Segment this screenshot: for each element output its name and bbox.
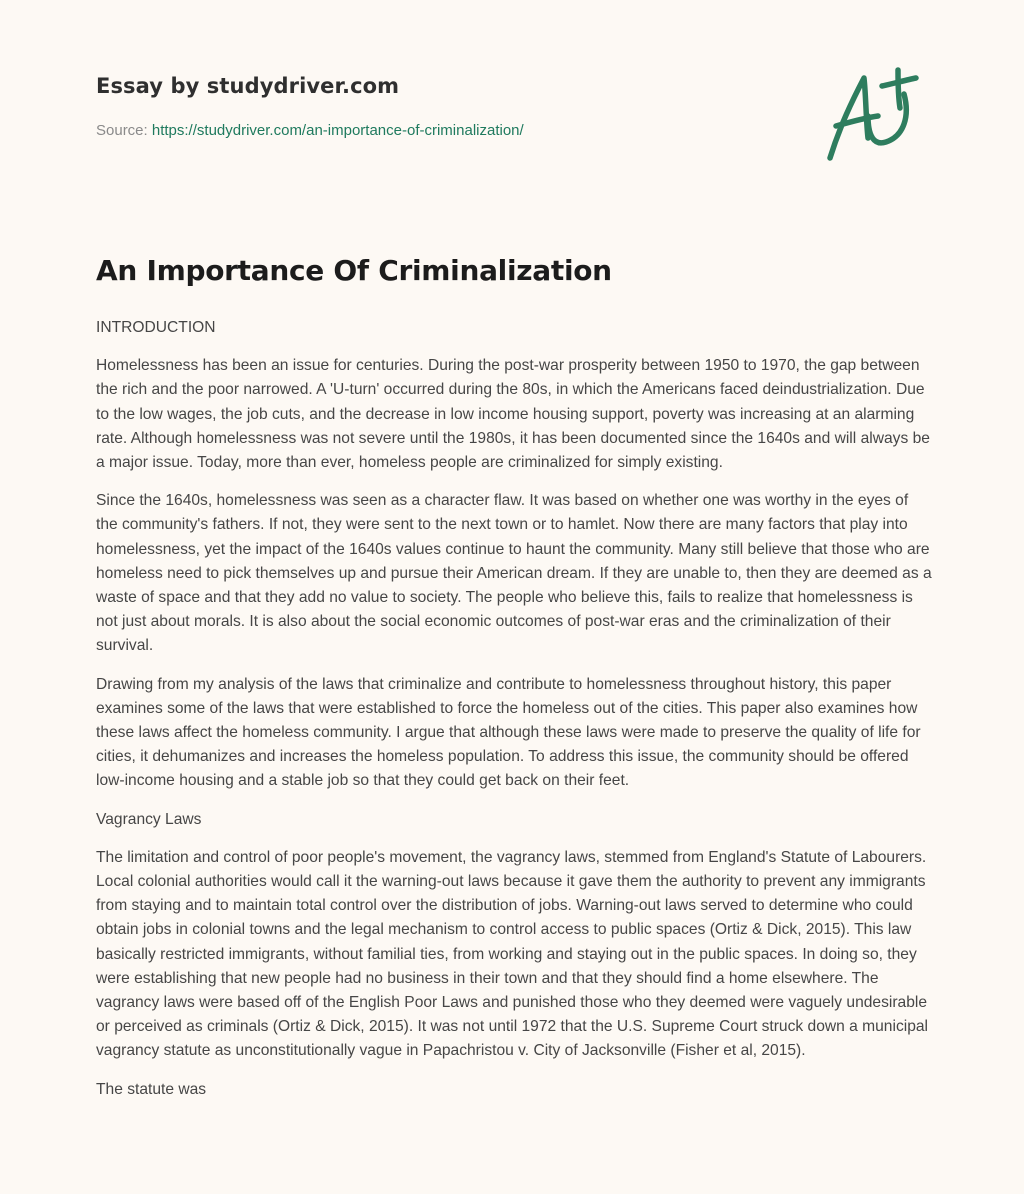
- paragraph: Since the 1640s, homelessness was seen as a character flaw. It was based on whether one was worthy in the eyes of the community's fathers. If not, they were sent to the next town or to hamlet. Now there are many factors that play into homelessness, yet the impact of the 1640s values continue to haunt the community. Many still believe that those who are homeless need to pick themselves up and pursue their American dream. If they are unable to, then they are deemed as a waste of space and that they add no value to society. The people who believe this, fails to realize that homelessness is not just about morals. It is also about the social economic outcomes of post-war eras and the criminalization of their survival.: [96, 492, 932, 655]
- site-header: [96, 74, 796, 139]
- source-link[interactable]: https://studydriver.com/an-importance-of-criminalization/: [151, 122, 524, 139]
- document-body: [96, 316, 932, 1116]
- paragraph: The limitation and control of poor people's movement, the vagrancy laws, stemmed from England's Statute of Labourers. Local colonial authorities would call it the warning-out laws because it gave them the authority to prevent any immigrants from staying and to maintain total control over the distribution of jobs. Warning-out laws served to determine who could obtain jobs in colonial towns and the legal mechanism to control access to public spaces (Ortiz & Dick, 2015). This law basically restricted immigrants, without familial ties, from working and staying out in the public spaces. In doing so, they were establishing that new people had no business in their town and that they should find a home elsewhere. The vagrancy laws were based off of the English Poor Laws and punished those who they deemed were vaguely undesirable or perceived as criminals (Ortiz & Dick, 2015). It was not until 1972 that the U.S. Supreme Court struck down a municipal vagrancy statute as unconstitutionally vague in Papachristou v. City of Jacksonville (Fisher et al, 2015).: [96, 848, 929, 1060]
- source-line: [96, 122, 796, 139]
- paragraph: The statute was: [96, 1080, 207, 1098]
- paragraph: Drawing from my analysis of the laws that criminalize and contribute to homelessness throughout history, this paper examines some of the laws that were established to force the homeless out of the cities. This paper also examines how these laws affect the homeless community. I argue that although these laws were made to preserve the quality of life for cities, it dehumanizes and increases the homeless population. To address this issue, the community should be offered low-income housing and a stable job so that they could get back on their feet.: [96, 675, 921, 790]
- paragraph: Homelessness has been an issue for centuries. During the post-war prosperity between 1950 to 1970, the gap between the rich and the poor narrowed. A 'U-turn' occurred during the 80s, in which the Americans faced deindustrialization. Due to the low wages, the job cuts, and the decrease in low income housing support, poverty was increasing at an alarming rate. Although homelessness was not severe until the 1980s, it has been documented since the 1640s and will always be a major issue. Today, more than ever, homeless people are criminalized for simply existing.: [96, 357, 930, 472]
- section-heading-introduction: INTRODUCTION: [96, 319, 216, 336]
- source-label: Source:: [96, 122, 152, 139]
- section-heading-vagrancy-laws: Vagrancy Laws: [96, 810, 202, 828]
- document-title: An Importance Of Criminalization: [96, 254, 612, 287]
- site-title: Essay by studydriver.com: [96, 74, 400, 98]
- a-plus-grade-icon: [822, 66, 928, 166]
